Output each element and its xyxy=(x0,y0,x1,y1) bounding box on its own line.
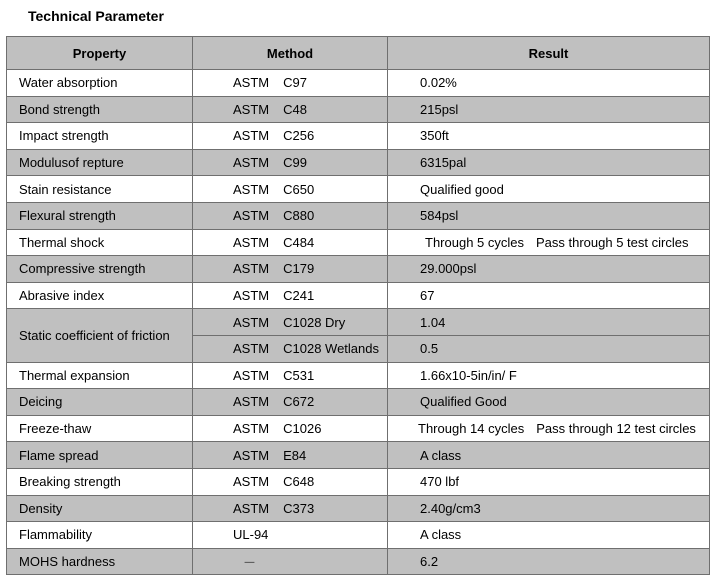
method-standard: ASTM xyxy=(233,261,270,277)
result-primary: Through 14 cycles xyxy=(418,421,525,437)
result-cell: 470 lbf xyxy=(388,468,710,495)
method-cell xyxy=(193,176,388,203)
property-cell: Flame spread xyxy=(7,442,193,469)
table-row xyxy=(7,123,710,150)
method-cell xyxy=(193,495,388,522)
table-row xyxy=(7,309,710,336)
method-code: C1026 xyxy=(283,421,322,437)
property-cell: Thermal shock xyxy=(7,229,193,256)
method-cell: － xyxy=(193,548,388,575)
result-secondary: Pass through 5 test circles xyxy=(536,234,689,250)
method-standard: ASTM xyxy=(233,447,270,463)
result-cell: Qualified Good xyxy=(388,389,710,416)
method-cell xyxy=(193,96,388,123)
method-standard: ASTM xyxy=(233,341,270,357)
table-header-row xyxy=(7,37,710,70)
property-cell: Modulusof repture xyxy=(7,149,193,176)
result-cell: 0.02% xyxy=(388,70,710,97)
method-standard: ASTM xyxy=(233,75,270,91)
result-cell: 215psl xyxy=(388,96,710,123)
method-standard: ASTM xyxy=(233,208,270,224)
method-code: C531 xyxy=(283,367,315,383)
property-cell: Freeze-thaw xyxy=(7,415,193,442)
property-cell: Flexural strength xyxy=(7,202,193,229)
method-cell xyxy=(193,468,388,495)
parameter-table xyxy=(6,36,710,575)
property-cell: Breaking strength xyxy=(7,468,193,495)
method-cell xyxy=(193,149,388,176)
result-cell xyxy=(388,229,710,256)
result-cell: 6.2 xyxy=(388,548,710,575)
table-row xyxy=(7,415,710,442)
method-standard: ASTM xyxy=(233,367,270,383)
method-standard: ASTM xyxy=(233,181,270,197)
method-standard: ASTM xyxy=(233,421,270,437)
method-code: C256 xyxy=(283,128,315,144)
table-row xyxy=(7,282,710,309)
result-cell: 1.04 xyxy=(388,309,710,336)
method-cell xyxy=(193,282,388,309)
method-code: C1028 Dry xyxy=(283,314,346,330)
method-cell xyxy=(193,309,388,336)
method-code: C179 xyxy=(283,261,315,277)
method-standard: ASTM xyxy=(233,474,270,490)
method-cell xyxy=(193,442,388,469)
property-cell: Thermal expansion xyxy=(7,362,193,389)
result-cell: 67 xyxy=(388,282,710,309)
table-row xyxy=(7,96,710,123)
header-result: Result xyxy=(388,37,710,70)
property-cell: Bond strength xyxy=(7,96,193,123)
property-cell: Static coefficient of friction xyxy=(7,309,193,362)
method-cell xyxy=(193,362,388,389)
method-code: C99 xyxy=(283,155,307,171)
result-cell: 1.66x10-5in/in/ F xyxy=(388,362,710,389)
table-row xyxy=(7,256,710,283)
method-code: C97 xyxy=(283,75,307,91)
method-code: C880 xyxy=(283,208,315,224)
table-row xyxy=(7,229,710,256)
header-property: Property xyxy=(7,37,193,70)
method-code: C48 xyxy=(283,101,307,117)
method-standard: ASTM xyxy=(233,394,270,410)
table-row xyxy=(7,70,710,97)
result-cell: 2.40g/cm3 xyxy=(388,495,710,522)
method-cell xyxy=(193,123,388,150)
method-standard: ASTM xyxy=(233,128,270,144)
method-cell xyxy=(193,415,388,442)
result-cell: 29.000psl xyxy=(388,256,710,283)
result-cell: Qualified good xyxy=(388,176,710,203)
result-secondary: Pass through 12 test circles xyxy=(536,421,696,437)
table-row xyxy=(7,495,710,522)
method-code: C648 xyxy=(283,474,315,490)
method-code: C1028 Wetlands xyxy=(283,341,379,357)
property-cell: Density xyxy=(7,495,193,522)
result-primary: Through 5 cycles xyxy=(425,234,524,250)
method-cell xyxy=(193,202,388,229)
property-cell: Flammability xyxy=(7,522,193,549)
result-cell xyxy=(388,415,710,442)
table-row xyxy=(7,548,710,575)
table-row xyxy=(7,362,710,389)
method-standard: ASTM xyxy=(233,155,270,171)
result-cell: 584psl xyxy=(388,202,710,229)
method-standard: ASTM xyxy=(233,288,270,304)
table-row xyxy=(7,522,710,549)
method-cell: UL-94 xyxy=(193,522,388,549)
method-standard: ASTM xyxy=(233,314,270,330)
method-standard: ASTM xyxy=(233,500,270,516)
page-title: Technical Parameter xyxy=(28,8,164,24)
property-cell: Deicing xyxy=(7,389,193,416)
result-cell: A class xyxy=(388,442,710,469)
result-cell: A class xyxy=(388,522,710,549)
table-row xyxy=(7,149,710,176)
method-standard: ASTM xyxy=(233,101,270,117)
property-cell: Water absorption xyxy=(7,70,193,97)
method-code: C650 xyxy=(283,181,315,197)
method-code: C241 xyxy=(283,288,315,304)
result-cell: 6315pal xyxy=(388,149,710,176)
property-cell: Compressive strength xyxy=(7,256,193,283)
header-method: Method xyxy=(193,37,388,70)
method-code: E84 xyxy=(283,447,307,463)
method-standard: ASTM xyxy=(233,234,270,250)
table-row xyxy=(7,389,710,416)
method-cell xyxy=(193,256,388,283)
method-cell xyxy=(193,229,388,256)
method-code: C672 xyxy=(283,394,315,410)
result-cell: 350ft xyxy=(388,123,710,150)
method-cell xyxy=(193,335,388,362)
method-code: C484 xyxy=(283,234,315,250)
property-cell: MOHS hardness xyxy=(7,548,193,575)
method-cell xyxy=(193,389,388,416)
property-cell: Impact strength xyxy=(7,123,193,150)
result-cell: 0.5 xyxy=(388,335,710,362)
table-row xyxy=(7,442,710,469)
table-row xyxy=(7,468,710,495)
property-cell: Stain resistance xyxy=(7,176,193,203)
method-code: C373 xyxy=(283,500,315,516)
method-cell xyxy=(193,70,388,97)
table-row xyxy=(7,176,710,203)
table-row xyxy=(7,202,710,229)
property-cell: Abrasive index xyxy=(7,282,193,309)
